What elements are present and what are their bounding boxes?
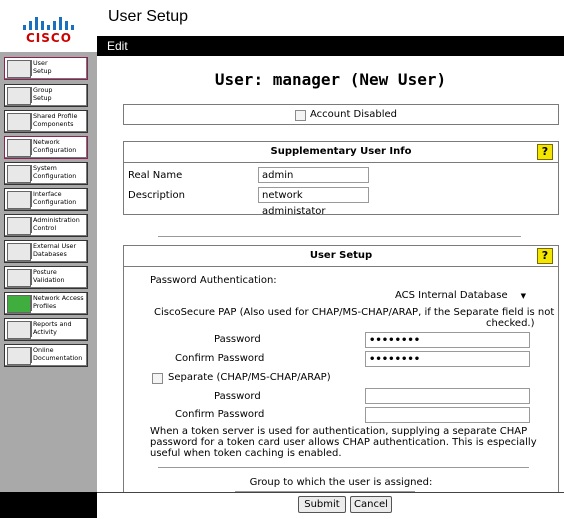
pap-note-2: checked.) — [486, 318, 535, 329]
description-input[interactable]: network administator — [258, 187, 369, 203]
help-icon[interactable]: ? — [537, 248, 553, 264]
account-disabled-checkbox[interactable] — [295, 110, 306, 121]
submit-button[interactable]: Submit — [298, 496, 346, 513]
password-auth-label: Password Authentication: — [150, 275, 277, 286]
supplementary-title: Supplementary User Info — [270, 146, 412, 157]
nav-interface-configuration[interactable] — [4, 188, 88, 211]
panel-header — [124, 142, 558, 163]
nav-label: System Configuration — [33, 164, 77, 180]
real-name-label: Real Name — [128, 170, 183, 181]
nav-reports-and-activity[interactable] — [4, 318, 88, 341]
cisco-logo-text: CISCO — [26, 31, 72, 45]
documentation-icon — [7, 347, 31, 365]
supplementary-info-panel — [123, 141, 559, 215]
nav-label: Group Setup — [33, 86, 53, 102]
nav-label: External User Databases — [33, 242, 77, 258]
auth-database-value: ACS Internal Database — [395, 290, 508, 301]
user-setup-title: User Setup — [309, 250, 373, 261]
interface-icon — [7, 191, 31, 209]
action-bar — [97, 492, 564, 519]
section-bar — [97, 36, 564, 56]
cisco-bars-icon — [23, 16, 75, 30]
nav-label: Posture Validation — [33, 268, 65, 284]
separate-checkbox[interactable] — [152, 373, 163, 384]
nav-label: Network Configuration — [33, 138, 77, 154]
nav-label: Reports and Activity — [33, 320, 72, 336]
pap-note: CiscoSecure PAP (Also used for CHAP/MS-CHAP/ARAP, if the Separate field is not — [154, 307, 555, 318]
cancel-button[interactable]: Cancel — [350, 496, 392, 513]
nav-system-configuration[interactable] — [4, 162, 88, 185]
nav-online-documentation[interactable] — [4, 344, 88, 367]
token-note-line2: password for a token card user allows CHAP authentication. This is especially — [150, 437, 537, 448]
help-icon[interactable]: ? — [537, 144, 553, 160]
reports-icon — [7, 321, 31, 339]
system-icon — [7, 165, 31, 183]
separate-label: Separate (CHAP/MS-CHAP/ARAP) — [168, 372, 331, 383]
network-icon — [7, 139, 31, 157]
password-input[interactable]: •••••••• — [365, 332, 530, 348]
separate-password-label: Password — [214, 391, 261, 402]
nav-network-configuration[interactable] — [4, 136, 88, 159]
separate-confirm-label: Confirm Password — [175, 409, 265, 420]
posture-icon — [7, 269, 31, 287]
nav-label: User Setup — [33, 59, 52, 75]
nav-label: Administration Control — [33, 216, 80, 232]
account-disabled-label: Account Disabled — [310, 109, 397, 120]
section-title: Edit — [107, 39, 128, 53]
panel-header — [124, 246, 558, 267]
nav-posture-validation[interactable] — [4, 266, 88, 289]
page-title: User Setup — [108, 8, 189, 25]
nav-group-setup[interactable] — [4, 84, 88, 107]
nav-label: Shared Profile Components — [33, 112, 78, 128]
user-setup-panel — [123, 245, 559, 502]
access-profile-icon — [7, 295, 31, 313]
account-disabled-panel — [123, 104, 559, 125]
nav-label: Online Documentation — [33, 346, 83, 362]
left-navigation — [0, 0, 97, 518]
divider — [158, 236, 521, 237]
user-heading: User: manager (New User) — [214, 70, 447, 89]
group-assignment-label: Group to which the user is assigned: — [249, 477, 433, 488]
token-note-line1: When a token server is used for authentication, supplying a separate CHAP — [150, 426, 528, 437]
leftnav-footer — [0, 492, 97, 518]
nav-label: Interface Configuration — [33, 190, 77, 206]
database-icon — [7, 243, 31, 261]
administration-icon — [7, 217, 31, 235]
confirm-password-input[interactable]: •••••••• — [365, 351, 530, 367]
nav-user-setup[interactable] — [4, 57, 88, 80]
confirm-password-label: Confirm Password — [175, 353, 265, 364]
description-label: Description — [128, 190, 185, 201]
nav-network-access-profiles[interactable] — [4, 292, 88, 315]
separate-password-input[interactable] — [365, 388, 530, 404]
real-name-input[interactable]: admin — [258, 167, 369, 183]
auth-database-select[interactable] — [392, 288, 530, 304]
password-label: Password — [214, 334, 261, 345]
shared-profile-icon — [7, 113, 31, 131]
divider — [158, 467, 529, 468]
nav-external-user-databases[interactable] — [4, 240, 88, 263]
chevron-down-icon: ▼ — [520, 292, 526, 300]
separate-confirm-input[interactable] — [365, 407, 530, 423]
user-icon — [7, 60, 31, 78]
group-icon — [7, 87, 31, 105]
token-note-line3: useful when token caching is enabled. — [150, 448, 342, 459]
nav-label: Network Access Profiles — [33, 294, 84, 310]
cisco-logo — [0, 0, 97, 52]
nav-administration-control[interactable] — [4, 214, 88, 237]
nav-shared-profile-components[interactable] — [4, 110, 88, 133]
